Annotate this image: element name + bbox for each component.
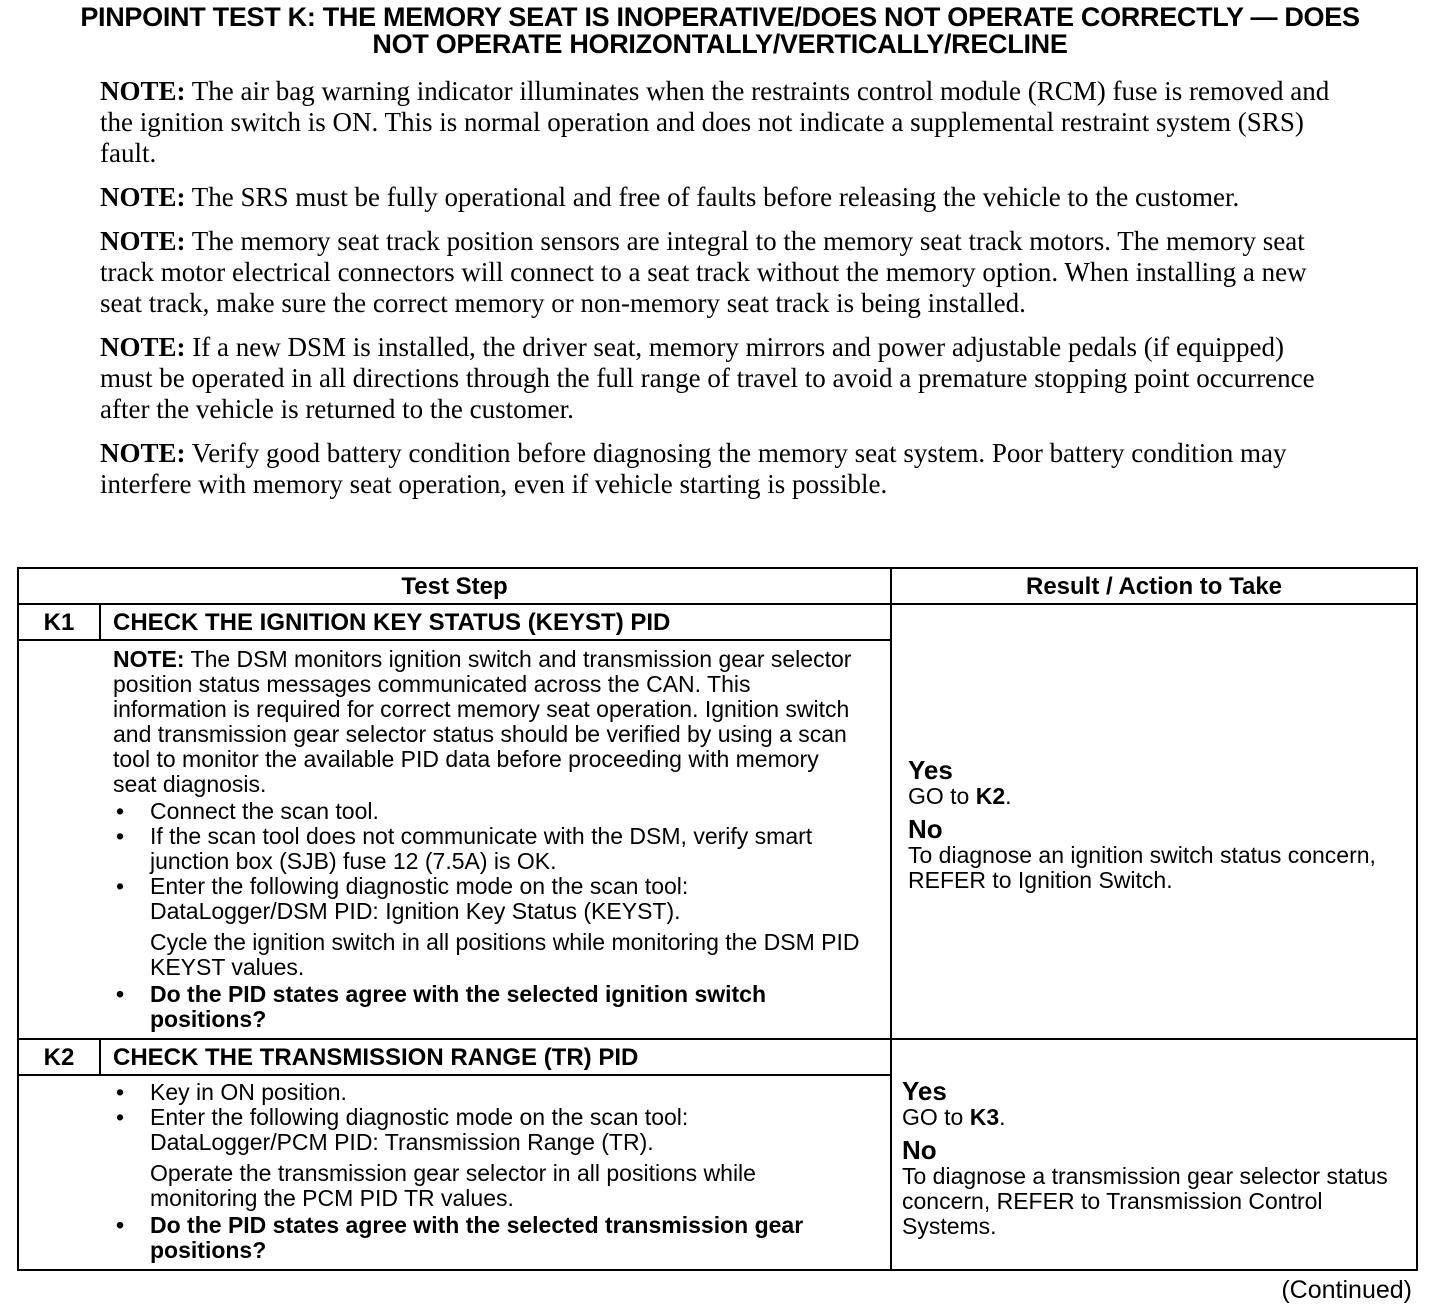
yes-action: GO to K2.	[908, 783, 1012, 809]
yes-action: GO to K3.	[902, 1103, 1006, 1130]
step-k1-title-row	[18, 604, 1417, 640]
goto-step-link: K2	[975, 783, 1006, 809]
result-k1	[891, 604, 1417, 1039]
note-label: NOTE:	[100, 226, 186, 256]
step-sub-text: Operate the transmission gear selector in all positions while monitoring the PCM PID TR values.	[150, 1160, 756, 1211]
notes-section	[100, 76, 1340, 513]
note-5	[100, 438, 1340, 500]
list-item: • Connect the scan tool.	[113, 799, 860, 824]
test-step-table	[17, 567, 1418, 1271]
note-text: The air bag warning indicator illuminates when the restraints control module (RCM) fuse is removed and the ignition switch is ON. This is normal operation and does not indicate a supplemental restraint system (SRS) fault.	[100, 76, 1330, 168]
list-item: • Enter the following diagnostic mode on the scan tool: DataLogger/PCM PID: Transmission Range (TR).	[113, 1105, 860, 1155]
title-line-1: PINPOINT TEST K: THE MEMORY SEAT IS INOPERATIVE/DOES NOT OPERATE CORRECTLY — DOES	[80, 2, 1360, 32]
step-bullets	[113, 1080, 860, 1155]
no-label: No	[902, 1134, 937, 1165]
note-2	[100, 182, 1340, 213]
step-question: • Do the PID states agree with the selected ignition switch positions?	[113, 982, 860, 1032]
step-question-list	[113, 1213, 860, 1263]
note-label: NOTE:	[100, 332, 186, 362]
step-question: • Do the PID states agree with the selected transmission gear positions?	[113, 1213, 860, 1263]
table-header-row	[18, 568, 1417, 604]
step-title-k2: CHECK THE TRANSMISSION RANGE (TR) PID	[100, 1039, 891, 1075]
no-label: No	[908, 814, 943, 844]
goto-step-link: K3	[969, 1103, 1000, 1130]
header-test-step: Test Step	[18, 568, 891, 604]
note-3	[100, 226, 1340, 319]
no-action: To diagnose a transmission gear selector status concern, REFER to Transmission Control Systems.	[902, 1162, 1388, 1239]
note-text: The memory seat track position sensors are integral to the memory seat track motors. The memory seat track motor electrical connectors will connect to a seat track without the memory option. When installing a new seat track, make sure the correct memory or non-memory seat track is being installed.	[100, 226, 1307, 318]
step-body-k1	[18, 640, 891, 1039]
yes-label: Yes	[908, 755, 953, 785]
page-title	[0, 4, 1440, 58]
note-1	[100, 76, 1340, 169]
note-4	[100, 332, 1340, 425]
step-question-list	[113, 982, 860, 1032]
list-item: • Enter the following diagnostic mode on the scan tool: DataLogger/DSM PID: Ignition Key Status (KEYST).	[113, 874, 860, 924]
step-bullets	[113, 799, 860, 924]
step-id-k1: K1	[18, 604, 100, 640]
result-k2	[891, 1039, 1417, 1270]
yes-label: Yes	[902, 1075, 947, 1106]
title-line-2: NOT OPERATE HORIZONTALLY/VERTICALLY/RECLINE	[372, 29, 1068, 59]
step-sub-text: Cycle the ignition switch in all positions while monitoring the DSM PID KEYST values.	[150, 929, 860, 980]
note-label: NOTE:	[100, 438, 186, 468]
note-text: Verify good battery condition before diagnosing the memory seat system. Poor battery condition may interfere with memory seat operation, even if vehicle starting is possible.	[100, 438, 1287, 499]
step-id-k2: K2	[18, 1039, 100, 1075]
step-title-k1: CHECK THE IGNITION KEY STATUS (KEYST) PID	[100, 604, 891, 640]
step-body-k2	[18, 1075, 891, 1270]
step-note: NOTE: The DSM monitors ignition switch and transmission gear selector position status messages communicated across the CAN. This information is required for correct memory seat operation. Ignition switch and transmission gear selector status should be verified by using a scan tool to monitor the available PID data before proceeding with memory seat diagnosis.	[113, 646, 852, 797]
note-label: NOTE:	[100, 76, 186, 106]
note-text: If a new DSM is installed, the driver seat, memory mirrors and power adjustable pedals (if equipped) must be operated in all directions through the full range of travel to avoid a premature stopping point occurrence after the vehicle is returned to the customer.	[100, 332, 1315, 424]
note-text: The SRS must be fully operational and free of faults before releasing the vehicle to the customer.	[185, 182, 1240, 212]
header-result: Result / Action to Take	[891, 568, 1417, 604]
no-action: To diagnose an ignition switch status concern, REFER to Ignition Switch.	[908, 842, 1376, 893]
continued-label: (Continued)	[1281, 1276, 1412, 1304]
step-k2-title-row	[18, 1039, 1417, 1075]
list-item: • Key in ON position.	[113, 1080, 860, 1105]
list-item: • If the scan tool does not communicate with the DSM, verify smart junction box (SJB) fuse 12 (7.5A) is OK.	[113, 824, 860, 874]
note-label: NOTE:	[100, 182, 186, 212]
